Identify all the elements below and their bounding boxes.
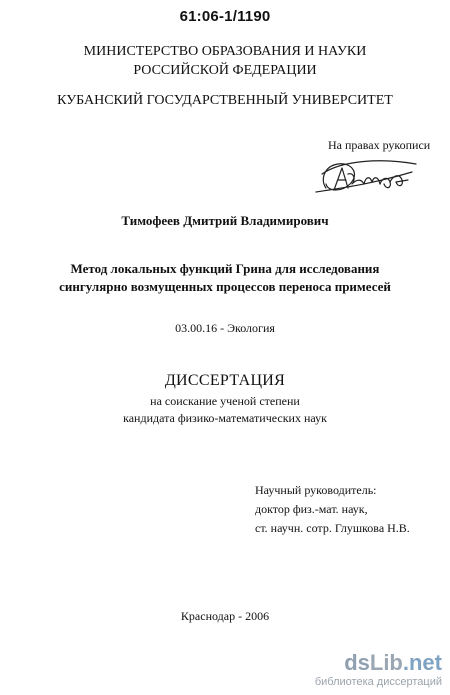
ministry-line-2: РОССИЙСКОЙ ФЕДЕРАЦИИ <box>133 63 317 78</box>
author-name: Тимофеев Дмитрий Владимирович <box>121 213 329 228</box>
signature-icon <box>312 154 422 202</box>
ministry-line-1: МИНИСТЕРСТВО ОБРАЗОВАНИЯ И НАУКИ <box>83 44 367 59</box>
document-type: ДИССЕРТАЦИЯ <box>164 372 286 389</box>
thesis-title-line-2: сингулярно возмущенных процессов переноса примесей <box>59 279 391 294</box>
supervisor-label: Научный руководитель: <box>255 483 377 497</box>
university-name: КУБАНСКИЙ ГОСУДАРСТВЕННЫЙ УНИВЕРСИТЕТ <box>57 93 393 108</box>
watermark-tagline: библиотека диссертаций <box>314 676 442 688</box>
watermark-logo-part-2: Lib <box>369 650 403 675</box>
catalog-code: 61:06-1/1190 <box>179 8 271 25</box>
degree-line-2: кандидата физико-математических наук <box>123 411 327 425</box>
watermark-logo-part-1: ds <box>344 650 370 675</box>
watermark-logo <box>315 652 442 674</box>
watermark-logo-part-3: .net <box>402 650 442 675</box>
supervisor-degree: доктор физ.-мат. наук, <box>255 502 368 516</box>
thesis-title-line-1: Метод локальных функций Грина для исследования <box>70 261 380 276</box>
specialty-code: 03.00.16 - Экология <box>175 321 275 335</box>
supervisor-name: ст. научн. сотр. Глушкова Н.В. <box>255 521 410 535</box>
watermark <box>315 652 442 688</box>
rights-note: На правах рукописи <box>328 138 431 152</box>
city-year: Краснодар - 2006 <box>180 609 270 623</box>
degree-line-1: на соискание ученой степени <box>150 394 300 408</box>
